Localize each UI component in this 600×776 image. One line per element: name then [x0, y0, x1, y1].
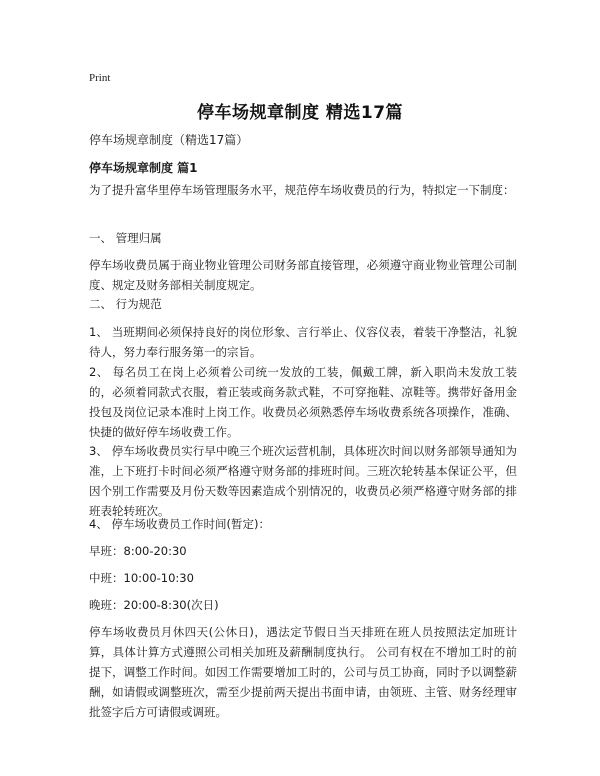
page-title: 停车场规章制度 精选17篇 — [196, 103, 404, 123]
shift-late: 晚班：20:00-8:30(次日) — [89, 598, 219, 612]
shift-early: 早班：8:00-20:30 — [89, 544, 187, 558]
conduct-item-4: 4、 停车场收费员工作时间(暂定)： — [89, 517, 270, 531]
shift-mid: 中班：10:00-10:30 — [89, 571, 194, 585]
heading-conduct: 二、 行为规范 — [89, 297, 162, 311]
conduct-item-3: 3、 停车场收费员实行早中晚三个班次运营机制，具体班次时间以财务部领导通知为准，上下班打卡时间必须严格遵守财务部的排班时间。三班次轮转基本保证公平，但因个别工作需要及月份天数等因素造成个别情况的，收费员必须严格遵守财务部的排班表轮转班次。 — [89, 444, 517, 518]
document-subtitle: 停车场规章制度（精选17篇） — [89, 133, 249, 147]
rest-policy-paragraph: 停车场收费员月休四天(公休日)，遇法定节假日当天排班在班人员按照法定加班计算，具体计算方式遵照公司相关加班及薪酬制度执行。 公司有权在不增加工时的前提下，调整工作时间。如因工作需要增加工时的，公司与员工协商，同时予以调整薪酬，如请假或调整班次，需至少提前两天提出书面申请，由领班、主管、财务经理审批签字后方可请假或调班。 — [89, 625, 517, 719]
print-label[interactable]: Print — [89, 72, 111, 84]
management-paragraph: 停车场收费员属于商业物业管理公司财务部直接管理，必须遵守商业物业管理公司制度、规定及财务部相关制度规定。 — [89, 258, 517, 292]
conduct-item-1: 1、 当班期间必须保持良好的岗位形象、言行举止、仪容仪表，着装干净整洁，礼貌待人，努力奉行服务第一的宗旨。 — [89, 325, 517, 359]
conduct-item-2: 2、 每名员工在岗上必须着公司统一发放的工装，佩戴工牌，新入职尚未发放工装的，必须着同款式衣服，着正装或商务款式鞋，不可穿拖鞋、凉鞋等。携带好备用金投包及岗位记录本准时上岗工作。收费员必须熟悉停车场收费系统各项操作，准确、快捷的做好停车场收费工作。 — [89, 365, 517, 439]
heading-management: 一、 管理归属 — [89, 231, 162, 245]
section-heading: 停车场规章制度 篇1 — [89, 161, 198, 175]
intro-paragraph: 为了提升富华里停车场管理服务水平，规范停车场收费员的行为，特拟定一下制度： — [89, 183, 515, 197]
